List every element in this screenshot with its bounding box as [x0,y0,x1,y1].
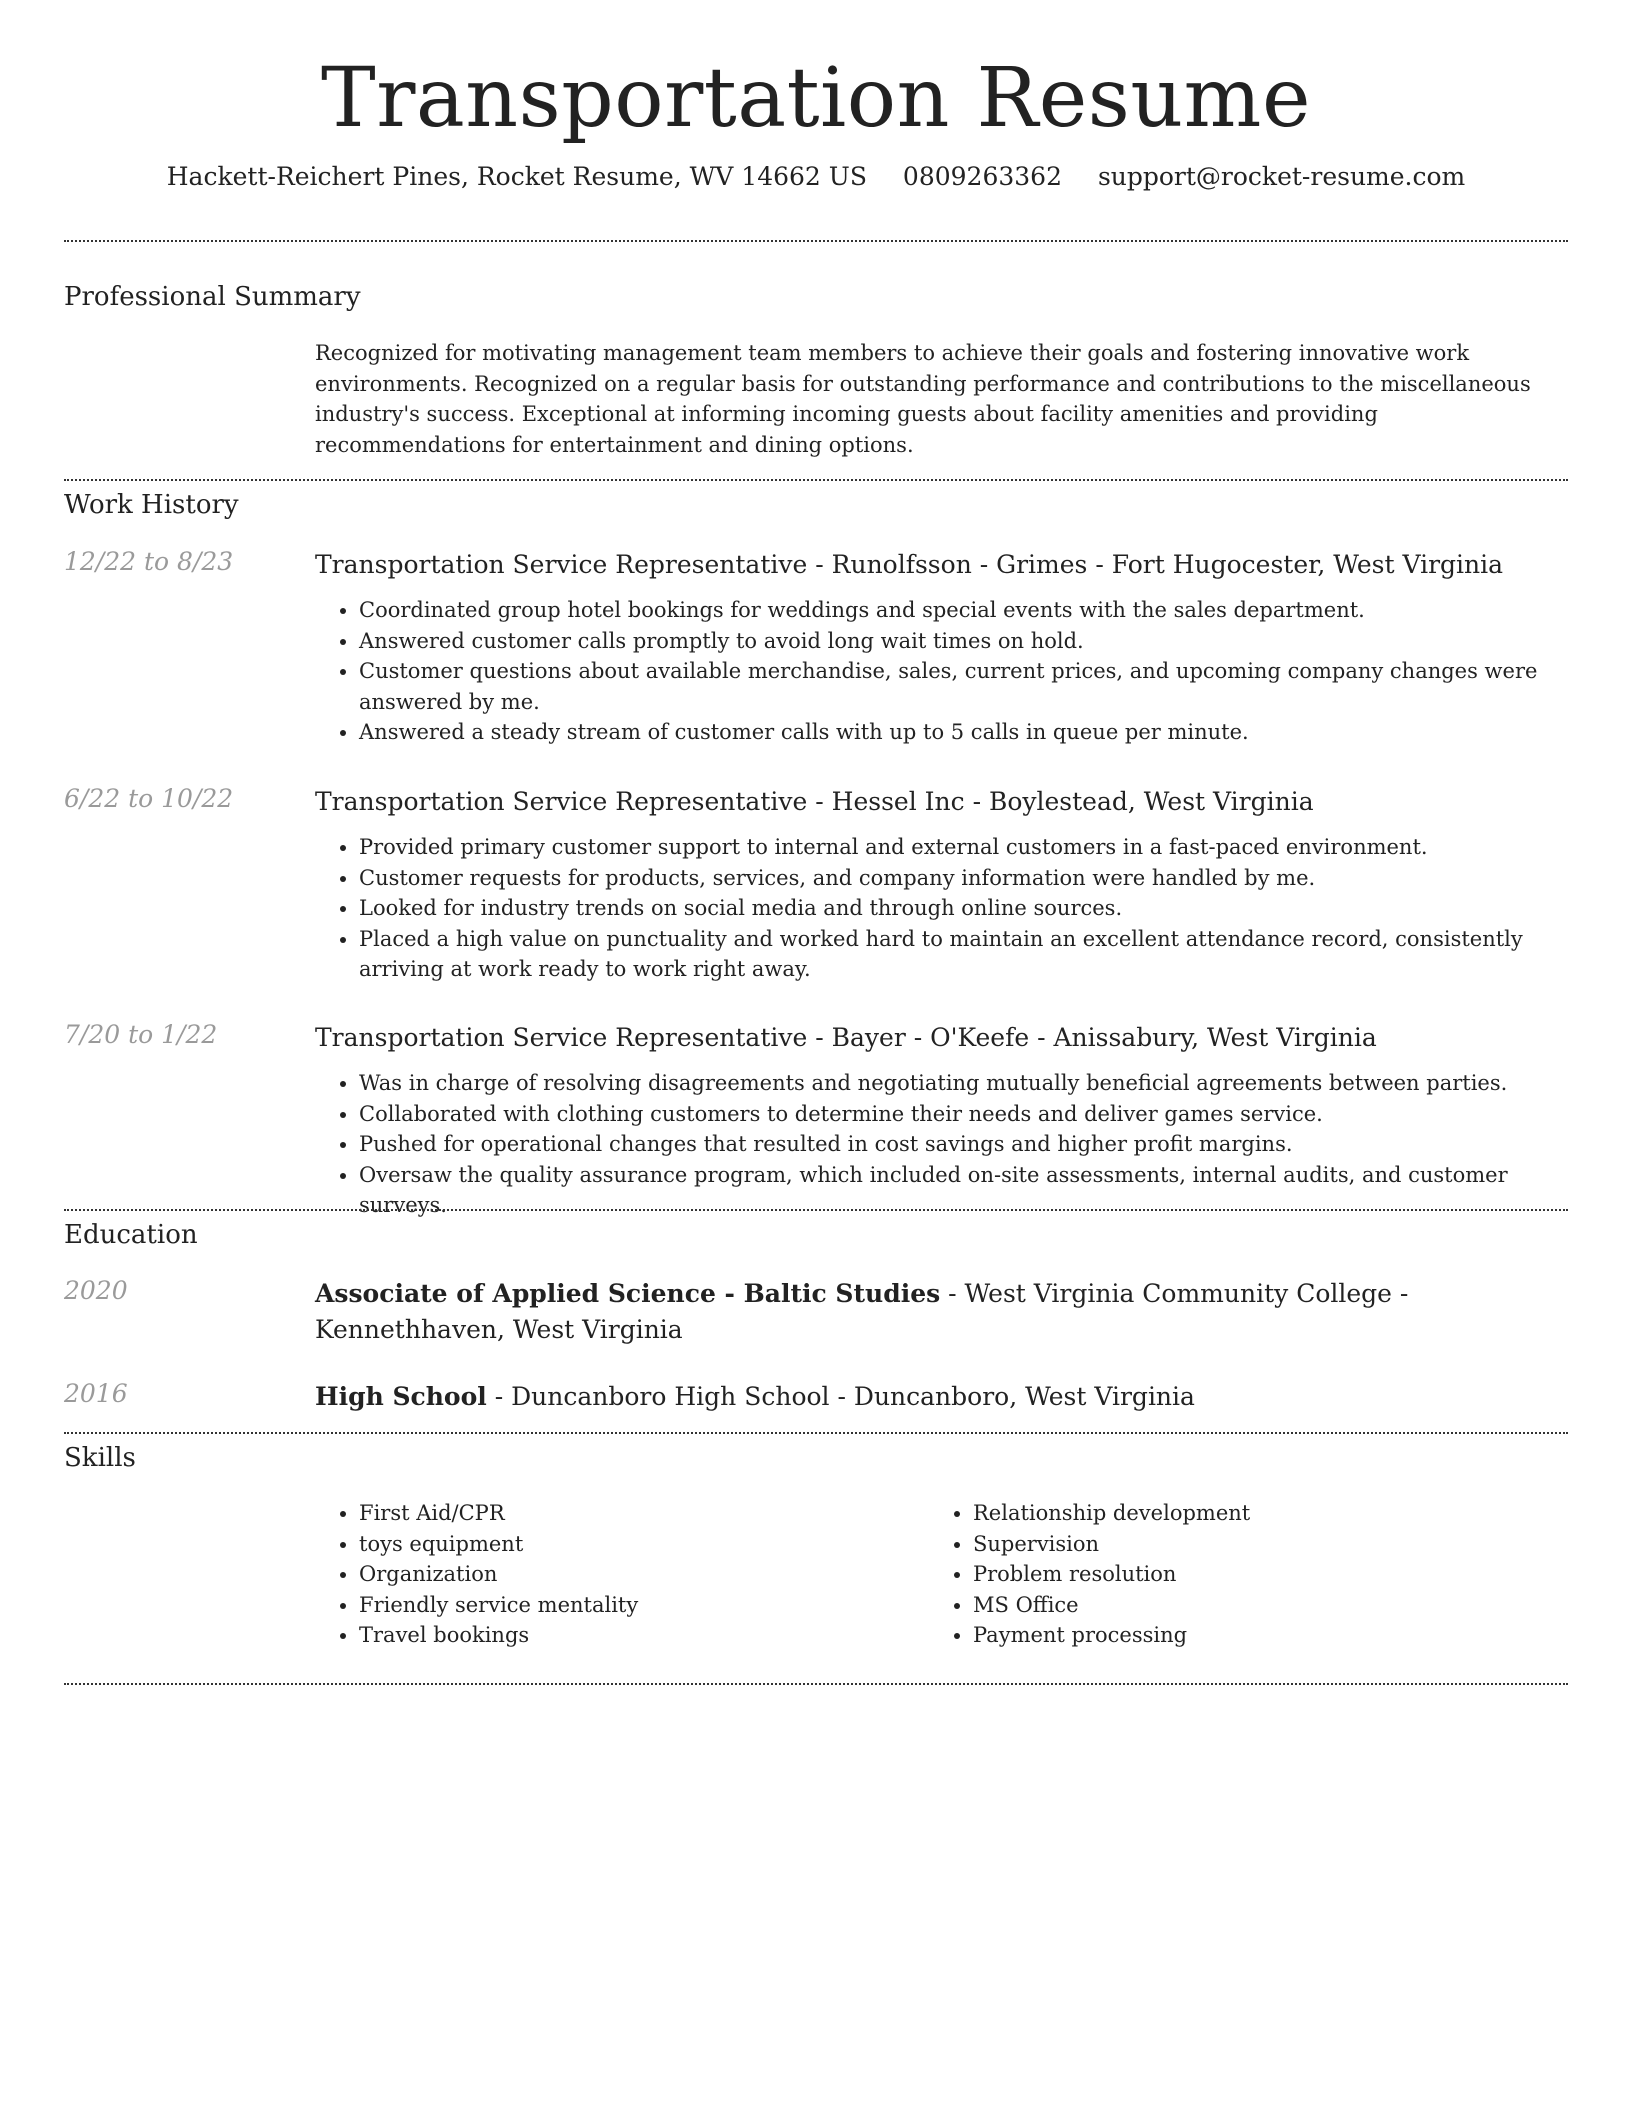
list-item: • Provided primary customer support to internal and external customers in a fast-paced environment. [359,832,1568,863]
section-title-work: Work History [64,490,239,520]
list-item: • Looked for industry trends on social media and through online sources. [359,893,1568,924]
section-divider [64,479,1568,481]
skill-item: • First Aid/CPR [359,1498,915,1529]
job-content [315,547,1568,748]
education-school: - West Virginia Community College - Kennethhaven, West Virginia [315,1279,1409,1344]
education-school: - Duncanboro High School - Duncanboro, West Virginia [486,1382,1195,1411]
job-title [315,784,1568,820]
job-dates: 6/22 to 10/22 [64,784,234,813]
list-item: • Customer questions about available merchandise, sales, current prices, and upcoming company changes were answered by me. [359,656,1568,717]
resume-name: Transportation Resume [321,51,1311,146]
section-divider [64,1683,1568,1685]
job-content [315,1020,1568,1221]
list-item: • Oversaw the quality assurance program, which included on-site assessments, internal audits, and customer surveys. [359,1160,1568,1221]
job-employer: - Runolfsson - Grimes - Fort Hugocester, West Virginia [807,550,1504,579]
list-item: • Placed a high value on punctuality and worked hard to maintain an excellent attendance record, consistently arriving at work ready to work right away. [359,924,1568,985]
skill-item: • MS Office [973,1590,1529,1621]
section-divider [64,240,1568,242]
section-title-education: Education [64,1220,198,1250]
section-divider [64,1432,1568,1434]
skills-list [929,1498,1529,1651]
contact-email: support@rocket-resume.com [1097,162,1466,192]
list-item: • Answered customer calls promptly to avoid long wait times on hold. [359,626,1568,657]
education-year: 2016 [64,1379,128,1408]
job-bullets [315,832,1568,985]
skill-item: • Relationship development [973,1498,1529,1529]
contact-line [0,162,1632,191]
job-title [315,1020,1568,1056]
skills-column-left [315,1498,915,1651]
job-position: Transportation Service Representative [315,1023,808,1052]
job-dates: 12/22 to 8/23 [64,547,234,576]
job-dates: 7/20 to 1/22 [64,1020,218,1049]
skill-item: • Problem resolution [973,1559,1529,1590]
job-content [315,784,1568,985]
list-item: • Coordinated group hotel bookings for weddings and special events with the sales department. [359,595,1568,626]
contact-phone: 0809263362 [902,162,1062,192]
skill-item: • Supervision [973,1529,1529,1560]
education-degree: Associate of Applied Science - Baltic Studies [315,1279,941,1308]
education-degree: High School [315,1382,487,1411]
education-year: 2020 [64,1276,128,1305]
contact-address: Hackett-Reichert Pines, Rocket Resume, WV 14662 US [166,162,867,192]
resume-header [0,0,1632,191]
education-title [315,1379,1568,1415]
skill-item: • Organization [359,1559,915,1590]
section-title-skills: Skills [64,1443,136,1473]
job-bullets [315,1068,1568,1221]
job-position: Transportation Service Representative [315,787,808,816]
skill-item: • toys equipment [359,1529,915,1560]
education-title [315,1276,1568,1348]
list-item: • Answered a steady stream of customer calls with up to 5 calls in queue per minute. [359,717,1568,748]
skill-item: • Travel bookings [359,1620,915,1651]
summary-text: Recognized for motivating management team members to achieve their goals and fostering innovative work environments. Recognized on a regular basis for outstanding performance and contributions to the miscellaneous industry's success. Exceptional at informing incoming guests about facility amenities and providing recommendations for entertainment and dining options. [315,341,1531,457]
job-employer: - Hessel Inc - Boylestead, West Virginia [807,787,1314,816]
list-item: • Collaborated with clothing customers to determine their needs and deliver games service. [359,1099,1568,1130]
job-title [315,547,1568,583]
job-bullets [315,595,1568,748]
section-divider [64,1209,1568,1211]
skill-item: • Payment processing [973,1620,1529,1651]
skills-list [315,1498,915,1651]
list-item: • Was in charge of resolving disagreements and negotiating mutually beneficial agreements between parties. [359,1068,1568,1099]
section-title-summary: Professional Summary [64,282,361,312]
list-item: • Customer requests for products, services, and company information were handled by me. [359,863,1568,894]
list-item: • Pushed for operational changes that resulted in cost savings and higher profit margins. [359,1129,1568,1160]
job-employer: - Bayer - O'Keefe - Anissabury, West Virginia [807,1023,1377,1052]
skills-column-right [929,1498,1529,1651]
skill-item: • Friendly service mentality [359,1590,915,1621]
job-position: Transportation Service Representative [315,550,808,579]
